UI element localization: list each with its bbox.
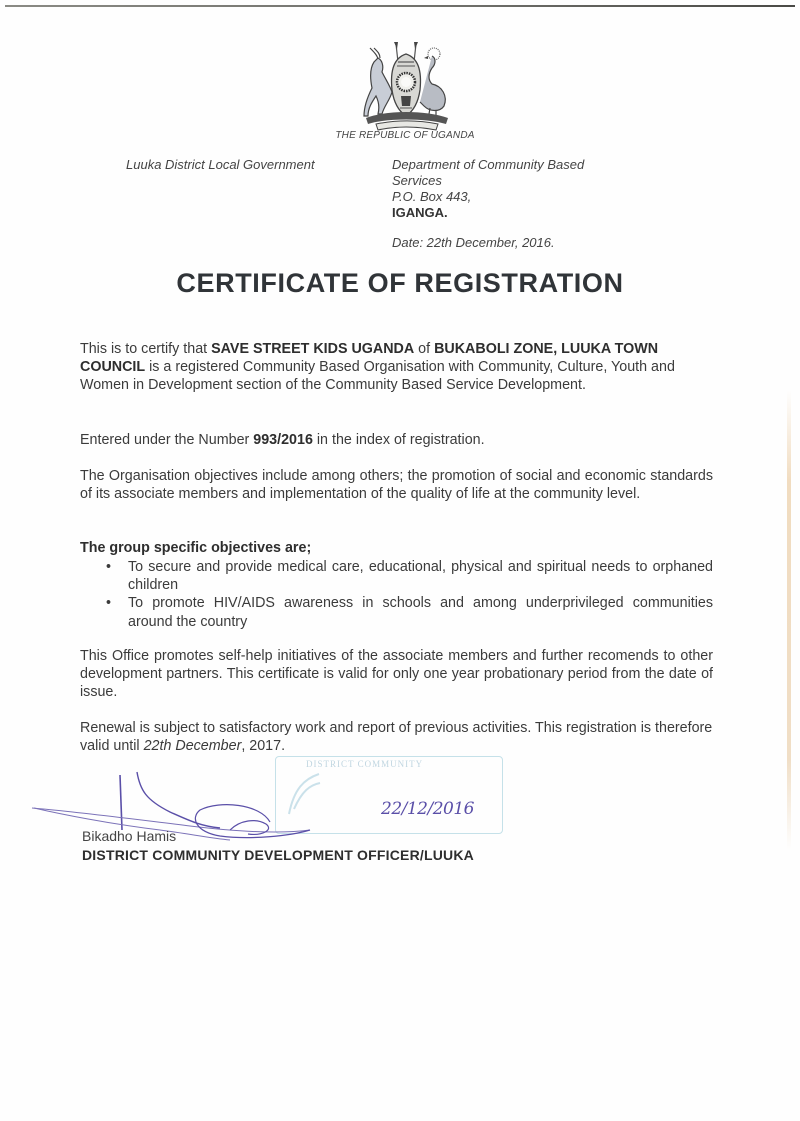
certify-suffix: is a registered Community Based Organisation with Community, Culture, Youth and Women in Development section of the Community Based Service Development. xyxy=(80,359,675,394)
of-text: of xyxy=(414,341,435,357)
organisation-name: SAVE STREET KIDS UGANDA xyxy=(211,341,415,357)
objective-item xyxy=(80,594,713,630)
department-line-1: Department of Community Based xyxy=(392,157,585,172)
valid-until-date: 22th December xyxy=(143,738,242,755)
page-edge-stain xyxy=(787,390,791,850)
renewal-paragraph xyxy=(80,719,713,755)
objectives-paragraph: The Organisation objectives include among others; the promotion of social and economic standards of its associate members and implementation of the quality of life at the community level. xyxy=(80,468,713,503)
po-box: P.O. Box 443, xyxy=(392,189,472,204)
objective-text: To secure and provide medical care, educational, physical and spiritual needs to orphaned children xyxy=(128,559,713,594)
signatory-title: DISTRICT COMMUNITY DEVELOPMENT OFFICER/LUUKA xyxy=(82,847,474,863)
registration-number-paragraph xyxy=(80,431,713,449)
registration-number: 993/2016 xyxy=(253,432,313,448)
certificate-title: CERTIFICATE OF REGISTRATION xyxy=(176,268,624,298)
handwritten-date: 22/12/2016 xyxy=(381,799,474,819)
renewal-suffix: , 2017. xyxy=(241,738,286,755)
certification-paragraph xyxy=(80,340,713,395)
registration-prefix: Entered under the Number xyxy=(80,432,254,448)
town: IGANGA. xyxy=(392,205,448,220)
uganda-coat-of-arms-icon xyxy=(356,40,456,132)
registration-suffix: in the index of registration. xyxy=(312,432,485,448)
organisation-location: BUKABOLI ZONE, LUUKA TOWN COUNCIL xyxy=(80,341,659,376)
top-border-line xyxy=(5,5,795,7)
certify-prefix: This is to certify that xyxy=(80,341,212,357)
objectives-heading: The group specific objectives are; xyxy=(80,540,312,556)
bullet-icon: • xyxy=(106,559,112,575)
department-line-2: Services xyxy=(392,173,442,188)
bullet-icon: • xyxy=(106,595,112,612)
signatory-name: Bikadho Hamis xyxy=(82,828,177,844)
objectives-list xyxy=(80,558,713,631)
renewal-prefix: Renewal is subject to satisfactory work and report of previous activities. This registration is therefore valid until xyxy=(80,720,713,755)
objective-item xyxy=(80,558,713,594)
issue-date: Date: 22th December, 2016. xyxy=(392,235,555,250)
issuing-authority: Luuka District Local Government xyxy=(126,157,315,172)
republic-caption: THE REPUBLIC OF UGANDA xyxy=(335,130,475,141)
office-paragraph: This Office promotes self-help initiatives of the associate members and further recomends to other development partners. This certificate is valid for only one year probationary period from the date of issue. xyxy=(80,648,713,701)
department-address xyxy=(392,157,584,251)
stamp-header-text: DISTRICT COMMUNITY xyxy=(306,759,424,769)
objective-text: To promote HIV/AIDS awareness in schools and among underprivileged communities around the country xyxy=(128,595,713,630)
